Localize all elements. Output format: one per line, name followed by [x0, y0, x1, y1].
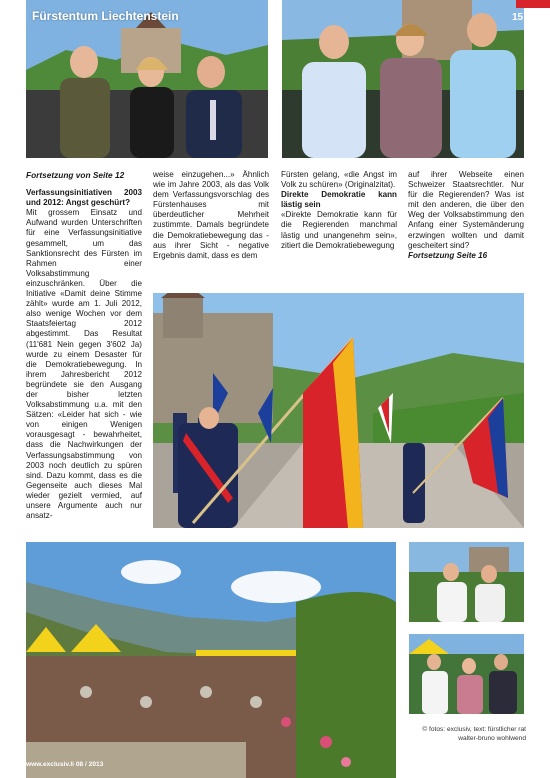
body-col3: Fürsten gelang, «die Angst im Volk zu schüren» (Originalzitat).	[281, 170, 397, 190]
photo-small-couple	[409, 542, 524, 622]
text-column-3	[281, 170, 397, 251]
body-col3b: «Direkte Demokratie kann für die Regierenden manchmal lästig und unangenehm sein», zitiert die Demokratiebewegung	[281, 210, 397, 250]
body-col1: Mit grossem Einsatz und Aufwand wurden Unterschriften für eine Verfassungsinitiative gesammelt, um das Sanktionsrecht des Fürsten im Rahmen einer Volksabstimmung einzuschränken. Über die Initiative «Damit deine Stimme zählt» wurde am 1. Juli 2012, also wenige Wochen vor dem Staatsfeiertag 2012 abgestimmt. Das Resultat (11'681 Nein gegen 3'602 Ja) wurde zu einem Desaster für die Demokratiebewegung. In ihrem Jahresbericht 2012 begründete sie den Ausgang der bisher letzten Volksabstimmung u.a. mit den Sätzen: «Leider hat sich - wie von einigen Wenigen vorausgesagt - bewahrheitet, dass die Nachwirkungen der Verfassungsabstimmung von 2003 noch deutlich zu spüren sind. Dazu kommt, dass es die Gegenseite auch dieses Mal wieder gezielt vermied, auf unsere Argumente auch nur ansatz-	[26, 208, 142, 521]
page-number: 15	[512, 12, 524, 23]
continued-on: Fortsetzung Seite 16	[408, 250, 488, 260]
body-col4: auf ihrer Webseite einen Schweizer Staatsrechtler. Nur für die Regierenden? Was ist mit den anderen, die über den Weg der Volksabstimmung den Anfang einer Systemänderung erzwingen wollten und damit gescheitert sind?	[408, 170, 524, 250]
footer-url: www.exclusiv.li 08 / 2013	[26, 761, 104, 768]
photo-small-group	[409, 634, 524, 714]
text-column-1	[26, 170, 142, 521]
text-column-2	[153, 170, 269, 261]
heading-direct-democracy: Direkte Demokratie kann lästig sein	[281, 190, 397, 210]
photo-flag-parade	[153, 293, 524, 528]
photo-guests-right	[282, 0, 524, 158]
heading-initiatives: Verfassungsinitiativen 2003 und 2012: Angst geschürt?	[26, 188, 142, 208]
text-column-4	[408, 170, 524, 261]
page-corner-tab	[516, 0, 550, 8]
continued-from: Fortsetzung von Seite 12	[26, 170, 125, 180]
photo-festival-crowd	[26, 542, 396, 778]
photo-credit: © fotos: exclusiv, text: fürstlicher rat walter-bruno wohlwend	[422, 726, 526, 742]
body-col2: weise einzugehen...» Ähnlich wie im Jahre 2003, als das Volk dem Verfassungsvorschlag des Fürstenhauses mit überdeutlicher Mehrheit zustimmte. Damals begründete die Demokratiebewegung das - aus ihrer Sicht - negative Ergebnis damit, dass es dem	[153, 170, 269, 260]
section-title: Fürstentum Liechtenstein	[32, 9, 179, 23]
photo-guests-left	[26, 0, 268, 158]
